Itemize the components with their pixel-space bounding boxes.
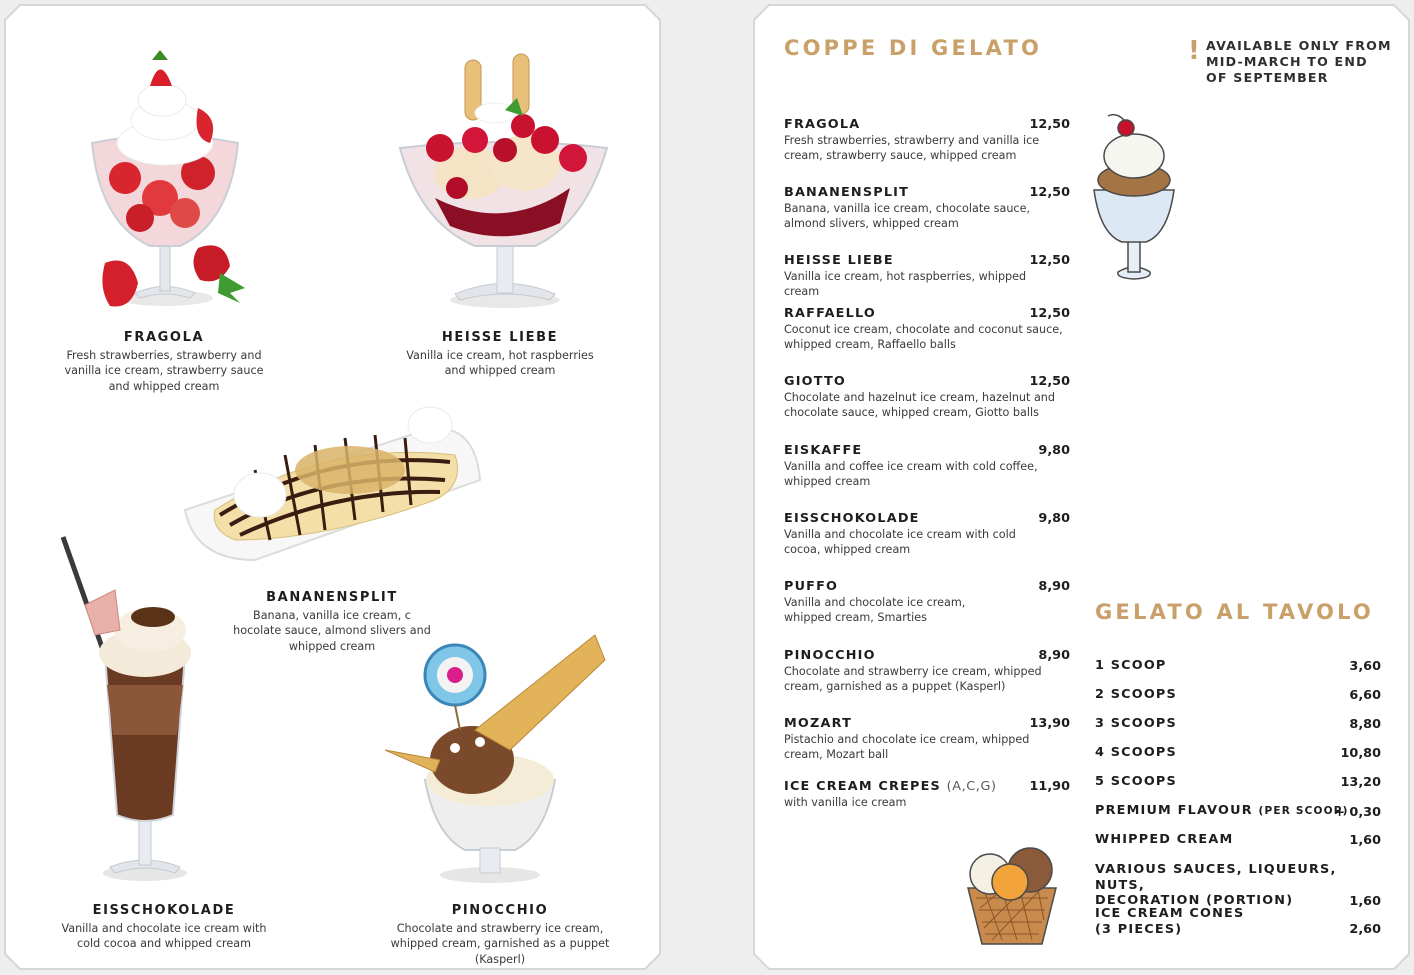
tavolo-item-3-scoops	[1095, 716, 1381, 732]
menu-item-giotto	[784, 374, 1070, 421]
desc-line: and whipped cream	[108, 379, 220, 393]
desc-line: whipped cream, Raffaello balls	[784, 338, 956, 352]
item-desc	[784, 795, 1064, 810]
notice-text	[1206, 38, 1396, 86]
caption-title: HEISSE LIEBE	[441, 330, 559, 345]
desc-line: cream, Mozart ball	[784, 748, 889, 762]
menu-item-fragola	[784, 117, 1070, 164]
ice-cream-cup-sketch-illustration	[962, 840, 1062, 950]
caption-desc	[44, 921, 284, 952]
item-price: 3,60	[1349, 658, 1381, 674]
bananensplit-photo	[175, 400, 490, 570]
tavolo-item-2-scoops	[1095, 687, 1381, 703]
desc-line: Chocolate and strawberry ice cream,	[396, 922, 604, 935]
menu-item-bananensplit	[784, 185, 1070, 232]
desc-line: whipped cream, Smarties	[784, 611, 928, 625]
gelato-al-tavolo-title: GELATO AL TAVOLO	[1095, 600, 1374, 624]
desc-line: whipped cream	[784, 475, 871, 489]
item-price: 2,60	[1349, 922, 1381, 937]
item-desc	[784, 595, 1064, 626]
desc-line: Vanilla and chocolate ice cream,	[784, 596, 966, 609]
desc-line: Vanilla and chocolate ice cream with cold	[784, 528, 1016, 541]
caption-desc	[380, 921, 620, 967]
caption-desc	[380, 348, 620, 379]
desc-line: hocolate sauce, almond slivers and	[233, 624, 431, 638]
item-desc	[784, 133, 1064, 164]
item-price: 12,50	[1029, 306, 1070, 321]
item-name: PINOCCHIO	[784, 648, 876, 663]
sundae-sketch-illustration	[1090, 112, 1178, 280]
menu-item-mozart	[784, 716, 1070, 763]
item-name: WHIPPED CREAM	[1095, 832, 1234, 847]
menu-item-pinocchio	[784, 648, 1070, 695]
item-price: 10,80	[1340, 745, 1381, 761]
item-price: 12,50	[1029, 374, 1070, 389]
desc-line: cream, strawberry sauce, whipped cream	[784, 149, 1017, 163]
desc-line: Pistachio and chocolate ice cream, whipped	[784, 733, 1030, 746]
caption-title: EISSCHOKOLADE	[92, 903, 236, 918]
desc-line: Vanilla ice cream, hot raspberries, whipped cream	[784, 270, 1027, 299]
eisschokolade-photo	[55, 535, 205, 885]
caption-eisschokolade	[44, 903, 284, 952]
exclamation-icon: !	[1188, 36, 1200, 66]
item-price: 8,90	[1038, 579, 1070, 594]
caption-fragola	[44, 330, 284, 394]
item-price: 6,60	[1349, 687, 1381, 703]
item-price: 8,80	[1349, 716, 1381, 732]
menu-item-heisse-liebe	[784, 253, 1070, 300]
item-price: 9,80	[1038, 443, 1070, 458]
desc-line: Fresh strawberries, strawberry and	[66, 349, 262, 362]
menu-item-raffaello	[784, 306, 1070, 353]
item-name-text: ICE CREAM CREPES	[784, 779, 941, 794]
desc-line: (Kasperl)	[474, 952, 526, 966]
item-name	[1095, 803, 1375, 820]
item-price: + 0,30	[1334, 804, 1381, 820]
item-name: EISKAFFE	[784, 443, 863, 458]
desc-line: whipped cream	[288, 639, 376, 653]
notice-line: OF SEPTEMBER	[1206, 70, 1329, 85]
item-name: MOZART	[784, 716, 853, 731]
item-name	[1095, 906, 1375, 937]
item-name: GIOTTO	[784, 374, 846, 389]
item-price: 1,60	[1349, 832, 1381, 848]
item-name: RAFFAELLO	[784, 306, 876, 321]
tavolo-item-sauces	[1095, 862, 1381, 909]
desc-line: Chocolate and hazelnut ice cream, hazelnut and	[784, 391, 1056, 404]
tavolo-item-4-scoops	[1095, 745, 1381, 761]
item-name-note: (PER SCOOP)	[1258, 805, 1349, 817]
item-price: 12,50	[1029, 185, 1070, 200]
desc-line: Fresh strawberries, strawberry and vanilla ice	[784, 134, 1040, 147]
item-name: FRAGOLA	[784, 117, 861, 132]
item-desc	[784, 459, 1064, 490]
desc-line: Vanilla and coffee ice cream with cold coffee,	[784, 460, 1038, 473]
caption-heisse-liebe	[380, 330, 620, 379]
fragola-sundae-photo	[80, 48, 250, 318]
allergen-codes: (A,C,G)	[946, 779, 997, 794]
desc-line: chocolate sauce, whipped cream, Giotto balls	[784, 406, 1039, 420]
tavolo-item-premium-flavour	[1095, 803, 1381, 820]
name-line: VARIOUS SAUCES, LIQUEURS, NUTS,	[1095, 862, 1337, 893]
caption-title: PINOCCHIO	[451, 903, 549, 918]
item-price: 12,50	[1029, 117, 1070, 132]
desc-line: and whipped cream	[444, 364, 556, 378]
heisse-liebe-sundae-photo	[395, 48, 610, 313]
notice-line: MID-MARCH TO END	[1206, 54, 1368, 69]
coppe-section-title: COPPE DI GELATO	[784, 36, 1043, 60]
item-desc	[784, 322, 1064, 353]
tavolo-item-5-scoops	[1095, 774, 1381, 790]
desc-line: with vanilla ice cream	[784, 796, 907, 809]
tavolo-item-cones	[1095, 906, 1381, 937]
notice-line: AVAILABLE ONLY FROM	[1206, 38, 1392, 53]
caption-pinocchio	[380, 903, 620, 967]
menu-item-puffo	[784, 579, 1070, 626]
name-line: DECORATION (PORTION)	[1095, 893, 1294, 908]
item-price: 11,90	[1029, 779, 1070, 794]
desc-line: almond slivers, whipped cream	[784, 217, 959, 231]
item-name: 2 SCOOPS	[1095, 687, 1177, 702]
tavolo-item-whipped-cream	[1095, 832, 1381, 848]
desc-line: Vanilla ice cream, hot raspberries	[406, 349, 594, 362]
desc-line: Coconut ice cream, chocolate and coconut sauce,	[784, 323, 1063, 336]
item-name	[1095, 862, 1375, 909]
item-name	[784, 779, 1070, 794]
caption-desc	[44, 348, 284, 394]
desc-line: Vanilla and chocolate ice cream with	[61, 922, 267, 935]
caption-title: BANANENSPLIT	[266, 590, 398, 605]
menu-item-eiskaffe	[784, 443, 1070, 490]
item-name: HEISSE LIEBE	[784, 253, 894, 268]
desc-line: vanilla ice cream, strawberry sauce	[64, 364, 264, 378]
desc-line: whipped cream, garnished as a puppet	[390, 937, 610, 951]
item-desc	[784, 732, 1064, 763]
caption-title: FRAGOLA	[123, 330, 205, 345]
menu-item-eisschokolade	[784, 511, 1070, 558]
item-name: EISSCHOKOLADE	[784, 511, 920, 526]
item-name: 3 SCOOPS	[1095, 716, 1177, 731]
desc-line: cocoa, whipped cream	[784, 543, 911, 557]
tavolo-item-1-scoop	[1095, 658, 1381, 674]
desc-line: Banana, vanilla ice cream, c	[253, 609, 411, 622]
item-name: PUFFO	[784, 579, 839, 594]
item-name: 4 SCOOPS	[1095, 745, 1177, 760]
menu-item-ice-cream-crepes	[784, 779, 1070, 810]
name-line: ICE CREAM CONES	[1095, 906, 1245, 921]
item-desc	[784, 527, 1064, 558]
item-desc	[784, 201, 1064, 232]
name-line: (3 PIECES)	[1095, 921, 1183, 937]
desc-line: cold cocoa and whipped cream	[76, 937, 251, 951]
item-price: 13,90	[1029, 716, 1070, 731]
desc-line: Banana, vanilla ice cream, chocolate sauce,	[784, 202, 1031, 215]
item-price: 1,60	[1349, 893, 1381, 909]
item-desc	[784, 664, 1064, 695]
item-price: 9,80	[1038, 511, 1070, 526]
pinocchio-photo	[380, 630, 610, 890]
item-name: 5 SCOOPS	[1095, 774, 1177, 789]
desc-line: cream, garnished as a puppet (Kasperl)	[784, 680, 1006, 694]
item-name: 1 SCOOP	[1095, 658, 1167, 673]
item-name: BANANENSPLIT	[784, 185, 910, 200]
item-price: 13,20	[1340, 774, 1381, 790]
item-desc	[784, 269, 1064, 300]
item-price: 12,50	[1029, 253, 1070, 268]
item-name-text: PREMIUM FLAVOUR	[1095, 803, 1253, 818]
item-desc	[784, 390, 1064, 421]
desc-line: Chocolate and strawberry ice cream, whipped	[784, 665, 1042, 678]
item-price: 8,90	[1038, 648, 1070, 663]
